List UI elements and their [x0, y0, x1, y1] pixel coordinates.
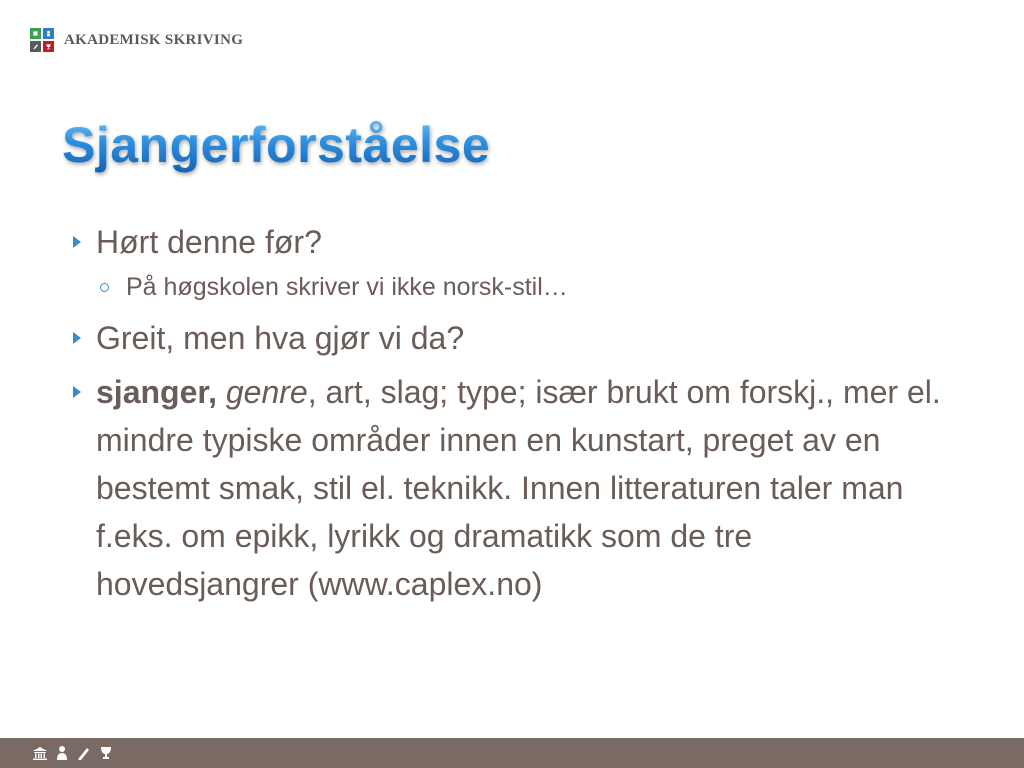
brand-header [30, 28, 243, 52]
bullet-text: Greit, men hva gjør vi da? [96, 320, 465, 356]
person-icon [54, 745, 70, 761]
chalice-icon [98, 745, 114, 761]
pen-icon [76, 745, 92, 761]
chalice-icon [43, 41, 54, 52]
definition-term: sjanger, [96, 374, 217, 410]
footer-bar [0, 738, 1024, 768]
sub-bullet-item [70, 268, 960, 306]
slide-content [70, 218, 960, 608]
bullet-arrow-icon [72, 368, 88, 416]
book-icon [30, 28, 41, 39]
bullet-text: Hørt denne før? [96, 224, 322, 260]
bullet-item [70, 218, 960, 266]
building-icon [32, 745, 48, 761]
bullet-arrow-icon [72, 218, 88, 266]
definition-text: , art, slag; type; især brukt om forskj., mer el. mindre typiske områder innen en kunstart, preget av en bestemt smak, stil el. teknikk. Innen litteraturen taler man f.eks. om epikk, lyrikk og dramatikk som de tre hovedsjangrer (www.caplex.no) [96, 374, 941, 602]
definition-genre: genre [225, 374, 308, 410]
sub-bullet-text: På høgskolen skriver vi ikke norsk-stil… [126, 273, 568, 301]
sub-bullet-ring-icon [100, 283, 109, 292]
definition-bullet [70, 368, 960, 608]
brand-name: AKADEMISK SKRIVING [64, 31, 244, 48]
person-icon [43, 28, 54, 39]
bullet-arrow-icon [72, 314, 88, 362]
brand-logo [30, 28, 54, 52]
bullet-item [70, 314, 960, 362]
slide-title: Sjangerforståelse [62, 117, 491, 173]
pen-icon [30, 41, 41, 52]
